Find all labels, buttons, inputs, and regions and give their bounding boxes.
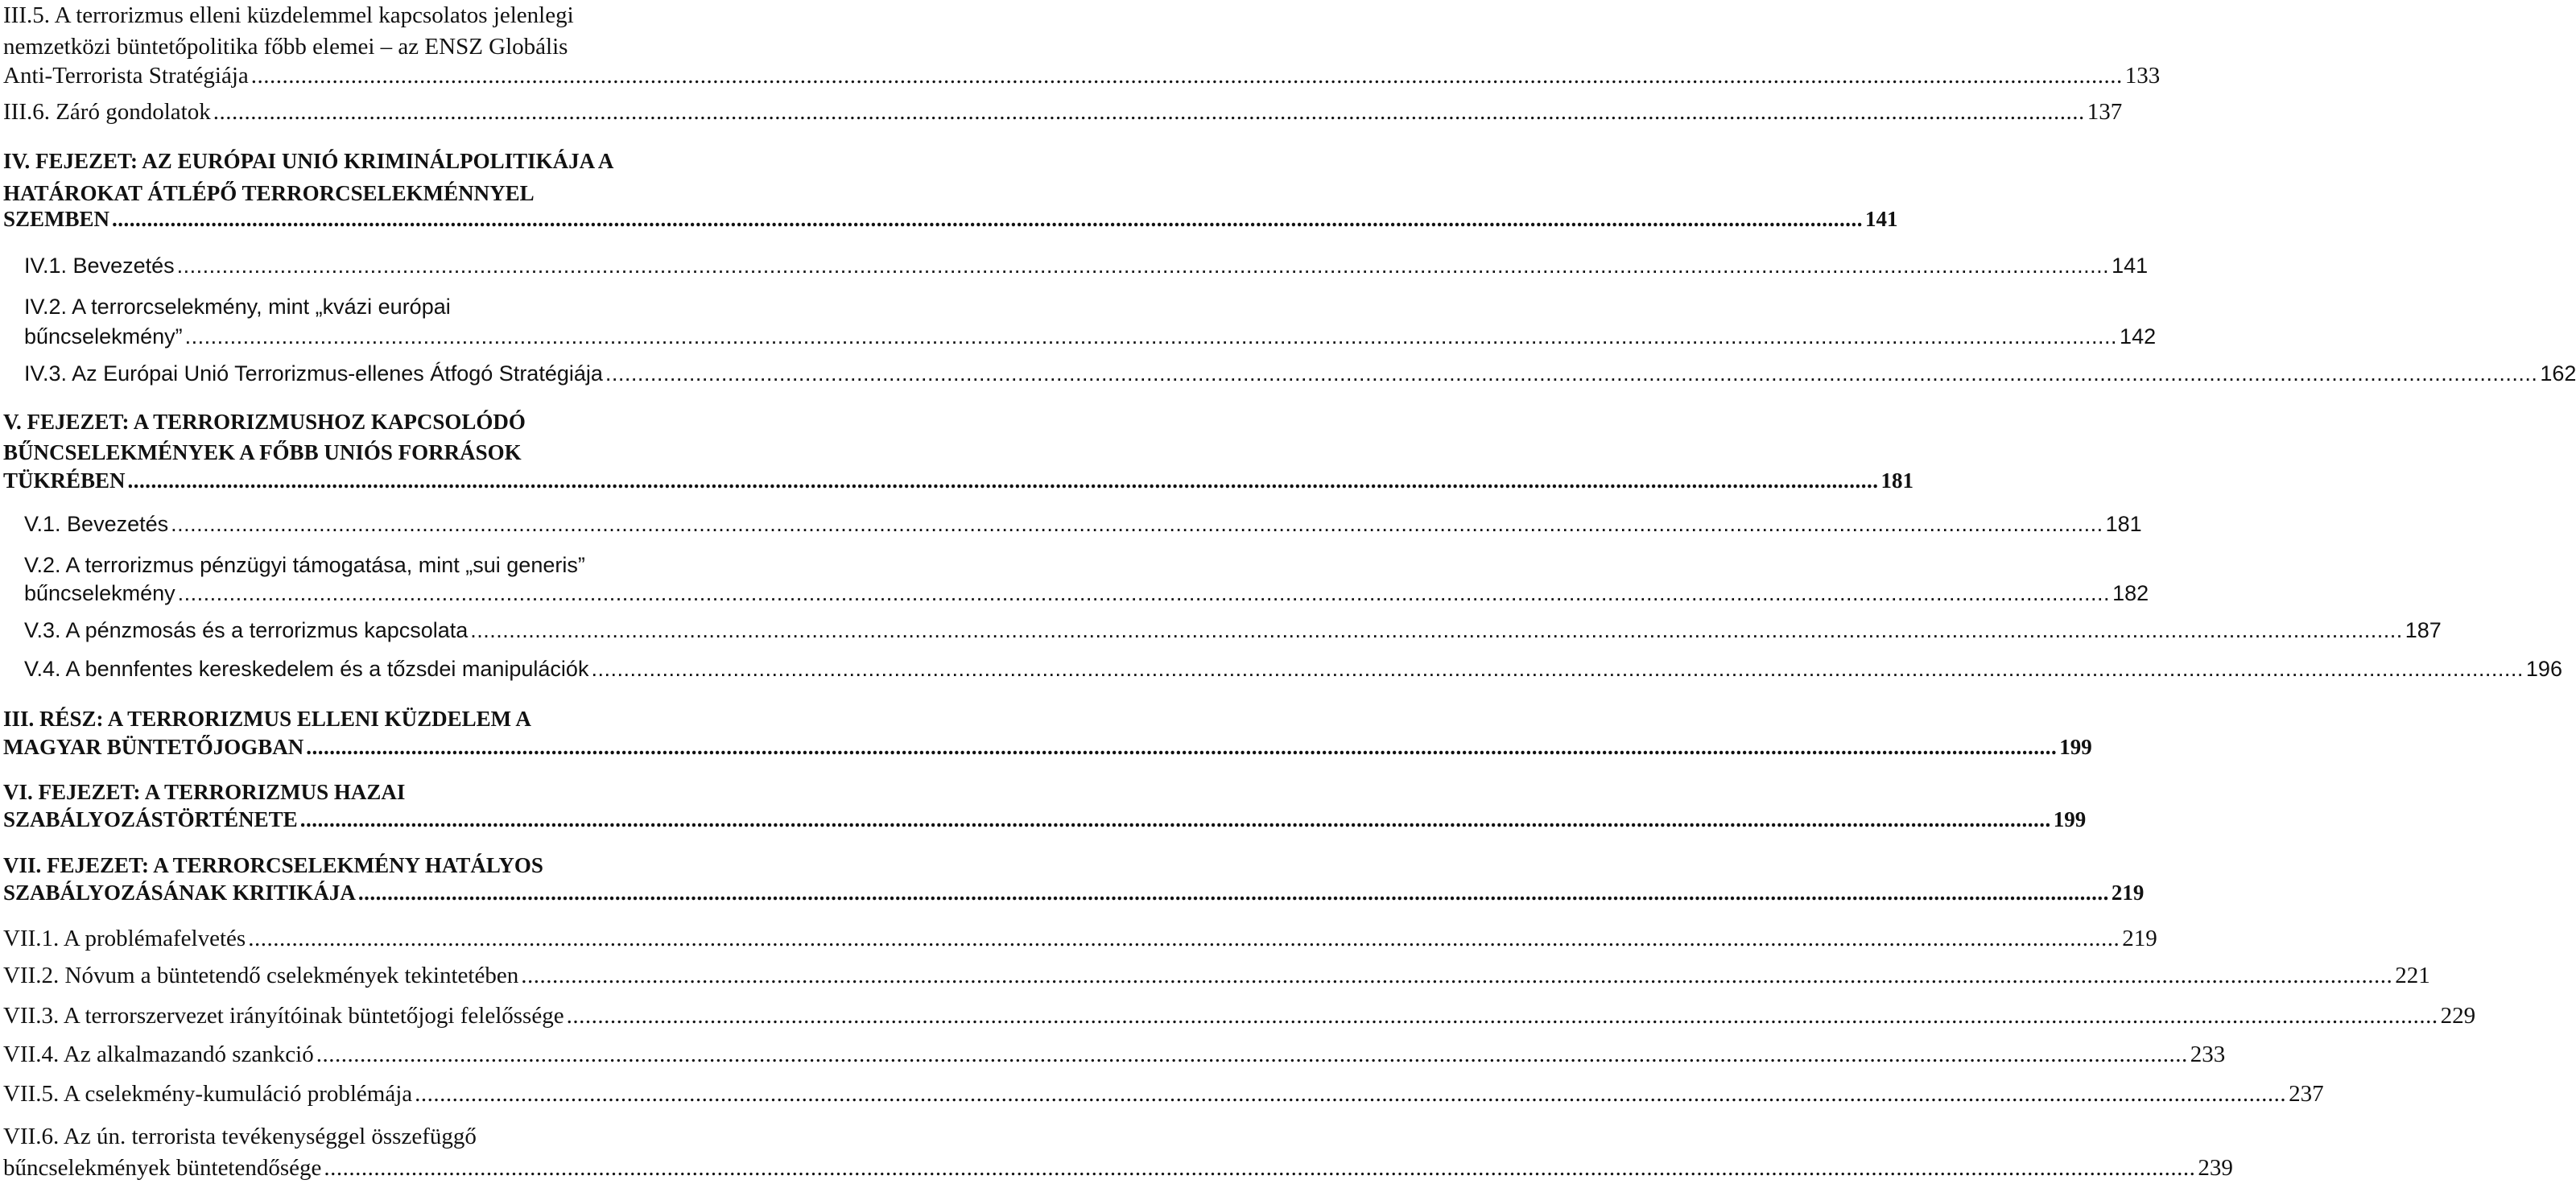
dot-leader: ............................................................................................................................................................................................................................................................................................................ [521, 963, 2393, 988]
toc-entry-title: VI. FEJEZET: A TERRORIZMUS HAZAI [3, 780, 406, 804]
toc-page-number: 196 [2525, 657, 2562, 681]
toc-entry-last-line [3, 207, 1898, 236]
toc-page-number: 133 [2124, 63, 2161, 89]
toc-entry-last-line [3, 1155, 2233, 1186]
toc-entry-last-line [24, 324, 2157, 353]
toc-page-number: 162 [2540, 361, 2576, 386]
dot-leader: ............................................................................................................................................................................................................................................................................................................ [591, 657, 2524, 681]
toc-entry-title: V. FEJEZET: A TERRORIZMUSHOZ KAPCSOLÓDÓ [3, 410, 526, 434]
toc-page-number: 181 [1880, 468, 1914, 493]
toc-entry-title: III.6. Záró gondolatok [3, 99, 211, 125]
dot-leader: ............................................................................................................................................................................................................................................................................................................ [299, 807, 2051, 831]
toc-entry-title: SZABÁLYOZÁSÁNAK KRITIKÁJA [3, 881, 356, 905]
toc-entry-title: V.4. A bennfentes kereskedelem és a tőzsdei manipulációk [24, 657, 589, 681]
toc-page-number: 233 [2190, 1042, 2226, 1067]
toc-page-number: 237 [2289, 1081, 2324, 1107]
toc-entry-last-line [3, 99, 2123, 130]
toc-entry-title: VII.3. A terrorszervezet irányítóinak büntetőjogi felelőssége [3, 1003, 564, 1029]
toc-page-number: 199 [2053, 807, 2087, 831]
dot-leader: ............................................................................................................................................................................................................................................................................................................ [357, 881, 2109, 905]
toc-entry-title: HATÁROKAT ÁTLÉPŐ TERRORCSELEKMÉNNYEL [3, 181, 535, 205]
toc-entry-title: V.1. Bevezetés [24, 512, 169, 536]
toc-entry-title: III. RÉSZ: A TERRORIZMUS ELLENI KÜZDELEM A [3, 707, 531, 731]
toc-entry-last-line [3, 1081, 2324, 1112]
toc-entry-last-line [3, 1003, 2476, 1033]
toc-entry-title: VII.6. Az ún. terrorista tevékenységgel összefüggő [3, 1124, 477, 1149]
dot-leader: ............................................................................................................................................................................................................................................................................................................ [213, 99, 2085, 125]
dot-leader: ............................................................................................................................................................................................................................................................................................................ [127, 468, 1879, 493]
toc-entry-title: V.3. A pénzmosás és a terrorizmus kapcsolata [24, 618, 469, 642]
toc-entry-title: BŰNCSELEKMÉNYEK A FŐBB UNIÓS FORRÁSOK [3, 440, 522, 464]
dot-leader: ............................................................................................................................................................................................................................................................................................................ [566, 1003, 2438, 1029]
toc-entry-title: VII. FEJEZET: A TERRORCSELEKMÉNY HATÁLYOS [3, 853, 543, 877]
toc-entry-title: VII.2. Nóvum a büntetendő cselekmények tekintetében [3, 963, 519, 988]
toc-entry-last-line [3, 468, 1914, 497]
dot-leader: ............................................................................................................................................................................................................................................................................................................ [248, 926, 2120, 951]
dot-leader: ............................................................................................................................................................................................................................................................................................................ [605, 361, 2538, 386]
dot-leader: ............................................................................................................................................................................................................................................................................................................ [171, 512, 2103, 536]
toc-entry-last-line [3, 963, 2430, 993]
dot-leader: ............................................................................................................................................................................................................................................................................................................ [176, 254, 2110, 278]
toc-entry-title: nemzetközi büntetőpolitika főbb elemei – az ENSZ Globális [3, 34, 568, 60]
toc-page-number: 219 [2122, 926, 2157, 951]
toc-entry-title: IV.3. Az Európai Unió Terrorizmus-ellenes Átfogó Stratégiája [24, 361, 603, 386]
toc-entry-title: SZABÁLYOZÁSTÖRTÉNETE [3, 807, 298, 831]
toc-entry-last-line [3, 735, 2092, 764]
dot-leader: ............................................................................................................................................................................................................................................................................................................ [470, 618, 2403, 642]
toc-entry-title: IV.2. A terrorcselekmény, mint „kvázi európai [24, 295, 451, 319]
toc-entry-title: III.5. A terrorizmus elleni küzdelemmel kapcsolatos jelenlegi [3, 2, 574, 28]
toc-page-number: 142 [2120, 324, 2157, 349]
toc-entry-title: VII.1. A problémafelvetés [3, 926, 246, 951]
toc-entry-last-line [3, 1042, 2226, 1072]
toc-page-number: 182 [2112, 581, 2149, 605]
toc-entry-last-line [24, 254, 2149, 283]
toc-page-number: 187 [2405, 618, 2442, 642]
toc-entry-title: VII.4. Az alkalmazandó szankció [3, 1042, 314, 1067]
toc-entry-title: bűncselekmény” [24, 324, 183, 349]
toc-entry-title: bűncselekmény [24, 581, 175, 605]
dot-leader: ............................................................................................................................................................................................................................................................................................................ [324, 1155, 2196, 1181]
dot-leader: ............................................................................................................................................................................................................................................................................................................ [415, 1081, 2287, 1107]
toc-page-number: 199 [2059, 735, 2092, 759]
toc-entry-title: SZEMBEN [3, 207, 110, 231]
dot-leader: ............................................................................................................................................................................................................................................................................................................ [306, 735, 2058, 759]
toc-entry-last-line [24, 361, 2576, 390]
toc-entry-title: VII.5. A cselekmény-kumuláció problémája [3, 1081, 413, 1107]
toc-entry-last-line [24, 581, 2149, 610]
dot-leader: ............................................................................................................................................................................................................................................................................................................ [177, 581, 2111, 605]
toc-entry-title: V.2. A terrorizmus pénzügyi támogatása, mint „sui generis” [24, 553, 585, 577]
toc-page-number: 181 [2105, 512, 2142, 536]
dot-leader: ............................................................................................................................................................................................................................................................................................................ [250, 63, 2123, 89]
toc-page-number: 137 [2087, 99, 2123, 125]
toc-entry-last-line [24, 657, 2562, 686]
toc-entry-last-line [3, 881, 2145, 910]
dot-leader: ............................................................................................................................................................................................................................................................................................................ [316, 1042, 2188, 1067]
toc-entry-last-line [24, 512, 2142, 541]
toc-page-number: 219 [2111, 881, 2145, 905]
toc-page-number: 141 [1865, 207, 1898, 231]
toc-entry-last-line [3, 807, 2087, 836]
toc-entry-last-line [3, 63, 2161, 93]
toc-page-number: 141 [2112, 254, 2149, 278]
toc-entry-title: MAGYAR BÜNTETŐJOGBAN [3, 735, 304, 759]
toc-entry-title: IV. FEJEZET: AZ EURÓPAI UNIÓ KRIMINÁLPOLITIKÁJA A [3, 149, 614, 173]
dot-leader: ............................................................................................................................................................................................................................................................................................................ [184, 324, 2118, 349]
toc-page-number: 221 [2395, 963, 2430, 988]
toc-entry-last-line [24, 618, 2442, 647]
toc-entry-title: bűncselekmények büntetendősége [3, 1155, 322, 1181]
toc-page-number: 239 [2198, 1155, 2233, 1181]
toc-entry-title: TÜKRÉBEN [3, 468, 126, 493]
toc-entry-title: Anti-Terrorista Stratégiája [3, 63, 249, 89]
toc-page-number: 229 [2440, 1003, 2476, 1029]
toc-entry-last-line [3, 926, 2157, 956]
dot-leader: ............................................................................................................................................................................................................................................................................................................ [112, 207, 1864, 231]
toc-entry-title: IV.1. Bevezetés [24, 254, 175, 278]
